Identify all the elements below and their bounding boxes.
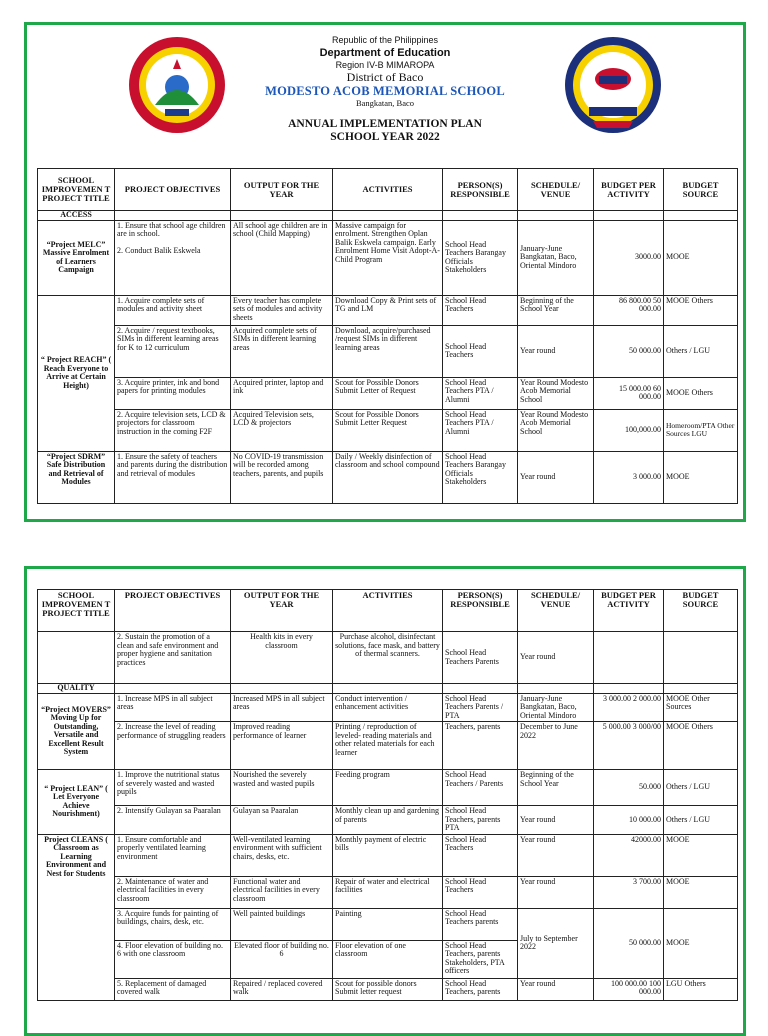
- col-header-source: BUDGET SOURCE: [664, 590, 738, 632]
- table-row: [38, 722, 738, 770]
- objectives-cell: 3. Acquire printer, ink and bond papers for printing modules: [115, 377, 231, 409]
- source-cell: MOOE Others: [664, 377, 738, 409]
- header-district: District of Baco: [346, 70, 424, 84]
- section-label: QUALITY: [38, 684, 115, 694]
- col-header-activities: ACTIVITIES: [333, 169, 443, 211]
- project-title-melc: “Project MELC” Massive Enrolment of Learners Campaign: [38, 220, 115, 295]
- project-title-cleans: Project CLEANS ( Classroom as Learning Environment and Nest for Students: [38, 834, 115, 1000]
- persons-cell: School Head Teachers Barangay Officials Stakeholders: [443, 220, 518, 295]
- persons-cell: School Head Teachers, parents: [443, 978, 518, 1000]
- header-department: Department of Education: [319, 47, 451, 59]
- project-title-sdrm: “Project SDRM” Safe Distribution and Retrieval of Modules: [38, 451, 115, 503]
- schedule-cell: Year round: [518, 806, 594, 835]
- budget-cell: 3 700.00: [594, 876, 664, 908]
- objectives-cell: 2. Maintenance of water and electrical facilities in every classroom: [115, 876, 231, 908]
- school-year: SCHOOL YEAR 2022: [330, 131, 440, 143]
- section-row-quality: [38, 684, 738, 694]
- objectives-cell: 2. Acquire / request textbooks, SIMs in different learning areas for K to 12 curriculum: [115, 325, 231, 377]
- budget-cell: 3 000.00 2 000.00: [594, 693, 664, 722]
- table-row: [38, 693, 738, 722]
- output-cell: Nourished the severely wasted and wasted pupils: [231, 770, 333, 806]
- table-row: [38, 220, 738, 295]
- col-header-budget: BUDGET PER ACTIVITY: [594, 169, 664, 211]
- objectives-cell: 1. Increase MPS in all subject areas: [115, 693, 231, 722]
- persons-cell: School Head Teachers parents: [443, 908, 518, 940]
- schedule-cell: Year round: [518, 876, 594, 908]
- document-page-1: [24, 22, 746, 522]
- budget-cell: 5 000.00 3 000/00: [594, 722, 664, 770]
- objectives-cell: 1. Ensure the safety of teachers and parents during the distribution and retrieval of modules: [115, 451, 231, 503]
- objectives-cell: 4. Floor elevation of building no. 6 with one classroom: [115, 940, 231, 978]
- activities-cell: Purchase alcohol, disinfectant solutions, face mask, and battery of thermal scanners.: [333, 632, 443, 684]
- table-row: [38, 409, 738, 451]
- col-header-output: OUTPUT FOR THE YEAR: [231, 590, 333, 632]
- schedule-cell: Year round: [518, 632, 594, 684]
- table-row: [38, 451, 738, 503]
- table-row: [38, 325, 738, 377]
- activities-cell: Monthly payment of electric bills: [333, 834, 443, 876]
- col-header-title: SCHOOL IMPROVEMEN T PROJECT TITLE: [38, 169, 115, 211]
- persons-cell: School Head Teachers, parents PTA: [443, 806, 518, 835]
- output-cell: Improved reading performance of learner: [231, 722, 333, 770]
- activities-cell: Download Copy & Print sets of TG and LM: [333, 295, 443, 325]
- section-label: ACCESS: [38, 211, 115, 221]
- persons-cell: School Head Teachers: [443, 325, 518, 377]
- budget-cell: 42000.00: [594, 834, 664, 876]
- objectives-cell: 1. Improve the nutritional status of severely wasted and wasted pupils: [115, 770, 231, 806]
- persons-cell: School Head Teachers Barangay Officials Stakeholders: [443, 451, 518, 503]
- document-page-2: [24, 566, 746, 1036]
- objective-item: 2. Conduct Balik Eskwela: [117, 245, 201, 255]
- col-header-persons: PERSON(S) RESPONSIBLE: [443, 590, 518, 632]
- objectives-cell: 1. Ensure comfortable and properly ventilated learning environment: [115, 834, 231, 876]
- source-cell: Others / LGU: [664, 770, 738, 806]
- table-row: [38, 632, 738, 684]
- source-cell: MOOE Other Sources: [664, 693, 738, 722]
- persons-cell: School Head Teachers PTA / Alumni: [443, 409, 518, 451]
- persons-cell: School Head Teachers: [443, 876, 518, 908]
- activities-cell: Scout for Possible Donors Submit Letter of Request: [333, 377, 443, 409]
- header-region: Region IV-B MIMAROPA: [335, 60, 435, 70]
- source-cell: MOOE Others: [664, 722, 738, 770]
- project-title-reach: “ Project REACH” ( Reach Everyone to Arrive at Certain Height): [38, 295, 115, 451]
- header-school-name: MODESTO ACOB MEMORIAL SCHOOL: [265, 84, 505, 98]
- header-location: Bangkatan, Baco: [355, 98, 415, 108]
- budget-cell: 3 000.00: [594, 451, 664, 503]
- source-cell: MOOE Others: [664, 295, 738, 325]
- budget-cell: 10 000.00: [594, 806, 664, 835]
- col-header-budget: BUDGET PER ACTIVITY: [594, 590, 664, 632]
- output-cell: Acquired printer, laptop and ink: [231, 377, 333, 409]
- budget-cell: 3000.00: [594, 220, 664, 295]
- activities-cell: Monthly clean up and gardening of parents: [333, 806, 443, 835]
- source-cell: MOOE: [664, 876, 738, 908]
- plan-title: ANNUAL IMPLEMENTATION PLAN: [288, 118, 482, 130]
- col-header-objectives: PROJECT OBJECTIVES: [115, 169, 231, 211]
- persons-cell: School Head Teachers / Parents: [443, 770, 518, 806]
- budget-cell: 50.000: [594, 770, 664, 806]
- activities-cell: Conduct intervention / enhancement activities: [333, 693, 443, 722]
- persons-cell: Teachers, parents: [443, 722, 518, 770]
- table-row: [38, 770, 738, 806]
- project-title-movers: “Project MOVERS” Moving Up for Outstanding, Versatile and Excellent Result System: [38, 693, 115, 770]
- activities-cell: Download, acquire/purchased /request SIMs in different learning areas: [333, 325, 443, 377]
- source-cell: MOOE: [664, 908, 738, 978]
- activities-cell: Painting: [333, 908, 443, 940]
- col-header-persons: PERSON(S) RESPONSIBLE: [443, 169, 518, 211]
- schedule-cell: July to September 2022: [518, 908, 594, 978]
- school-seal-logo: [563, 35, 663, 135]
- output-cell: Acquired Television sets, LCD & projectors: [231, 409, 333, 451]
- source-cell: MOOE: [664, 834, 738, 876]
- activities-cell: Floor elevation of one classroom: [333, 940, 443, 978]
- objectives-cell: 2. Intensify Gulayan sa Paaralan: [115, 806, 231, 835]
- budget-cell: 50 000.00: [594, 908, 664, 978]
- activities-cell: Scout for Possible Donors Submit Letter Request: [333, 409, 443, 451]
- objectives-cell: 3. Acquire funds for painting of buildings, chairs, desk, etc.: [115, 908, 231, 940]
- output-cell: Well painted buildings: [231, 908, 333, 940]
- col-header-activities: ACTIVITIES: [333, 590, 443, 632]
- schedule-cell: Beginning of the School Year: [518, 295, 594, 325]
- schedule-cell: January-June Bangkatan, Baco, Oriental Mindoro: [518, 693, 594, 722]
- objectives-cell: 2. Increase the level of reading performance of struggling readers: [115, 722, 231, 770]
- output-cell: Increased MPS in all subject areas: [231, 693, 333, 722]
- plan-table-page-2: [37, 589, 738, 1001]
- section-row-access: [38, 211, 738, 221]
- source-cell: MOOE: [664, 220, 738, 295]
- source-cell: Homeroom/PTA Other Sources LGU: [664, 409, 738, 451]
- table-header-row: [38, 590, 738, 632]
- persons-cell: School Head Teachers: [443, 834, 518, 876]
- source-cell: Others / LGU: [664, 806, 738, 835]
- output-cell: Health kits in every classroom: [231, 632, 333, 684]
- budget-cell: 100 000.00 100 000.00: [594, 978, 664, 1000]
- objectives-cell: 2. Sustain the promotion of a clean and safe environment and proper hygiene and sanitation practices: [115, 632, 231, 684]
- header-republic: Republic of the Philippines: [331, 35, 439, 45]
- output-cell: Acquired complete sets of SIMs in different learning areas: [231, 325, 333, 377]
- activities-cell: Massive campaign for enrolment. Strengthen Oplan Balik Eskwela campaign. Early Enrolment Home Visit Adopt-A-Child Program: [333, 220, 443, 295]
- persons-cell: School Head Teachers, parents Stakeholders, PTA officers: [443, 940, 518, 978]
- objective-item: 1. Ensure that school age children are in school.: [117, 220, 226, 238]
- output-cell: No COVID-19 transmission will be recorded among teachers, parents, and pupils: [231, 451, 333, 503]
- budget-cell: 15 000.00 60 000.00: [594, 377, 664, 409]
- activities-cell: Daily / Weekly disinfection of classroom and school compound: [333, 451, 443, 503]
- table-row: [38, 908, 738, 940]
- output-cell: Every teacher has complete sets of modules and activity sheets: [231, 295, 333, 325]
- schedule-cell: December to June 2022: [518, 722, 594, 770]
- schedule-cell: Beginning of the School Year: [518, 770, 594, 806]
- table-row: [38, 295, 738, 325]
- objectives-cell: 5. Replacement of damaged covered walk: [115, 978, 231, 1000]
- activities-cell: Repair of water and electrical facilities: [333, 876, 443, 908]
- col-header-title: SCHOOL IMPROVEMEN T PROJECT TITLE: [38, 590, 115, 632]
- schedule-cell: Year round: [518, 325, 594, 377]
- col-header-objectives: PROJECT OBJECTIVES: [115, 590, 231, 632]
- activities-cell: Printing / reproduction of leveled- reading materials and other related materials for each learner: [333, 722, 443, 770]
- col-header-output: OUTPUT FOR THE YEAR: [231, 169, 333, 211]
- table-row: [38, 876, 738, 908]
- activities-cell: Feeding program: [333, 770, 443, 806]
- schedule-cell: Year Round Modesto Acob Memorial School: [518, 409, 594, 451]
- output-cell: Well-ventilated learning environment with sufficient chairs, desks, etc.: [231, 834, 333, 876]
- table-header-row: [38, 169, 738, 211]
- persons-cell: School Head Teachers: [443, 295, 518, 325]
- persons-cell: School Head Teachers Parents: [443, 632, 518, 684]
- document-header: [27, 25, 743, 168]
- division-seal-logo: [127, 35, 227, 135]
- objectives-cell: 2. Acquire television sets, LCD & projectors for classroom instruction in the coming F2F: [115, 409, 231, 451]
- col-header-schedule: SCHEDULE/ VENUE: [518, 169, 594, 211]
- table-row: [38, 806, 738, 835]
- source-cell: MOOE: [664, 451, 738, 503]
- objectives-cell: 1. Acquire complete sets of modules and activity sheet: [115, 295, 231, 325]
- output-cell: Elevated floor of building no. 6: [231, 940, 333, 978]
- schedule-cell: Year Round Modesto Acob Memorial School: [518, 377, 594, 409]
- col-header-source: BUDGET SOURCE: [664, 169, 738, 211]
- schedule-cell: Year round: [518, 451, 594, 503]
- objectives-cell: [115, 220, 231, 295]
- col-header-schedule: SCHEDULE/ VENUE: [518, 590, 594, 632]
- output-cell: All school age children are in school (Child Mapping): [231, 220, 333, 295]
- output-cell: Functional water and electrical facilities in every classroom: [231, 876, 333, 908]
- budget-cell: 100,000.00: [594, 409, 664, 451]
- output-cell: Gulayan sa Paaralan: [231, 806, 333, 835]
- table-row: [38, 978, 738, 1000]
- output-cell: Repaired / replaced covered walk: [231, 978, 333, 1000]
- schedule-cell: January-June Bangkatan, Baco, Oriental Mindoro: [518, 220, 594, 295]
- budget-cell: 50 000.00: [594, 325, 664, 377]
- schedule-cell: Year round: [518, 834, 594, 876]
- table-row: [38, 834, 738, 876]
- persons-cell: School Head Teachers Parents / PTA: [443, 693, 518, 722]
- activities-cell: Scout for possible donors Submit letter request: [333, 978, 443, 1000]
- source-cell: LGU Others: [664, 978, 738, 1000]
- persons-cell: School Head Teachers PTA / Alumni: [443, 377, 518, 409]
- project-title-lean: “ Project LEAN” ( Let Everyone Achieve Nourishment): [38, 770, 115, 835]
- source-cell: Others / LGU: [664, 325, 738, 377]
- table-row: [38, 377, 738, 409]
- plan-table-page-1: [37, 168, 738, 504]
- budget-cell: 86 800.00 50 000.00: [594, 295, 664, 325]
- schedule-cell: Year round: [518, 978, 594, 1000]
